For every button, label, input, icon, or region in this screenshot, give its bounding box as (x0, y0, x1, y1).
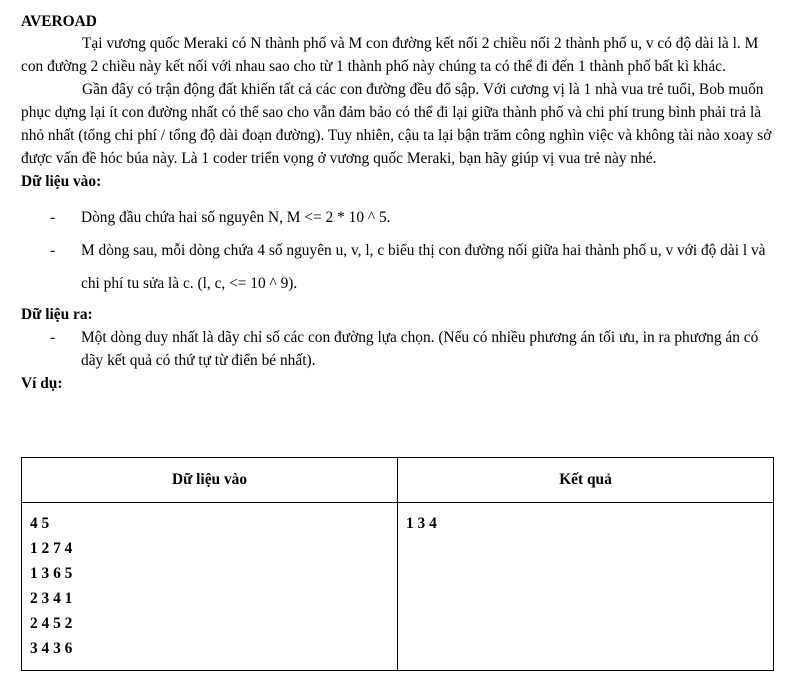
problem-title: AVEROAD (21, 13, 97, 30)
problem-document (21, 12, 775, 395)
input-bullet-item (21, 201, 775, 234)
input-line: 2 3 4 1 (30, 590, 73, 607)
output-bullet-text: Một dòng duy nhất là dãy chỉ số các con đường lựa chọn. (Nếu có nhiều phương án tối ưu, in ra phương án có dãy kết quả có thứ tự từ điển bé nhất). (81, 329, 759, 369)
example-data-row (22, 503, 774, 671)
input-line: 4 5 (30, 515, 50, 532)
example-header-row (22, 458, 774, 503)
statement-paragraph-2: Gần đây có trận động đất khiến tất cả các con đường đều đổ sập. Với cương vị là 1 nhà vua trẻ tuổi, Bob muốn phục dựng lại ít con đường nhất có thể sao cho vẫn đảm bảo có thể đi lại giữa thành phố và chi phí trung bình phải trả là nhỏ nhất (tổng chi phí / tổng độ dài đoạn đường). Tuy nhiên, cậu ta lại bận trăm công nghìn việc và không tài nào xoay sở được vấn đề hóc búa này. Là 1 coder triển vọng ở vương quốc Meraki, bạn hãy giúp vị vua trẻ này nhé. (21, 81, 772, 167)
input-line: 1 3 6 5 (30, 565, 73, 582)
input-heading: Dữ liệu vào: (21, 173, 102, 190)
example-input-cell (22, 503, 398, 671)
output-heading: Dữ liệu ra: (21, 306, 93, 323)
statement-paragraph-1: Tại vương quốc Meraki có N thành phố và M con đường kết nối 2 chiều nối 2 thành phố u, v có độ dài là l. M con đường 2 chiều này kết nối với nhau sao cho từ 1 thành phố này chúng ta có thể đi đến 1 thành phố bất kì khác. (21, 35, 759, 75)
input-line: 3 4 3 6 (30, 640, 73, 657)
input-line: 2 4 5 2 (30, 615, 73, 632)
input-line: 1 2 7 4 (30, 540, 73, 557)
input-bullet-list (21, 201, 775, 300)
output-bullet-list (21, 326, 775, 372)
input-bullet-item (21, 234, 775, 300)
example-heading: Ví dụ: (21, 375, 63, 392)
example-output-cell (398, 503, 774, 671)
input-bullet-text: M dòng sau, mỗi dòng chứa 4 số nguyên u, v, l, c biểu thị con đường nối giữa hai thành phố u, v với độ dài l và chi phí tu sửa là c. (l, c, <= 10 ^ 9). (81, 242, 766, 292)
output-bullet-item (21, 326, 775, 372)
bullet-dash: - (50, 209, 56, 226)
output-column-header: Kết quả (398, 458, 774, 503)
bullet-dash: - (50, 242, 56, 259)
example-table (21, 457, 774, 671)
input-column-header: Dữ liệu vào (22, 458, 398, 503)
bullet-dash: - (50, 329, 56, 346)
input-bullet-text: Dòng đầu chứa hai số nguyên N, M <= 2 * 10 ^ 5. (81, 209, 391, 226)
output-line: 1 3 4 (406, 515, 437, 532)
